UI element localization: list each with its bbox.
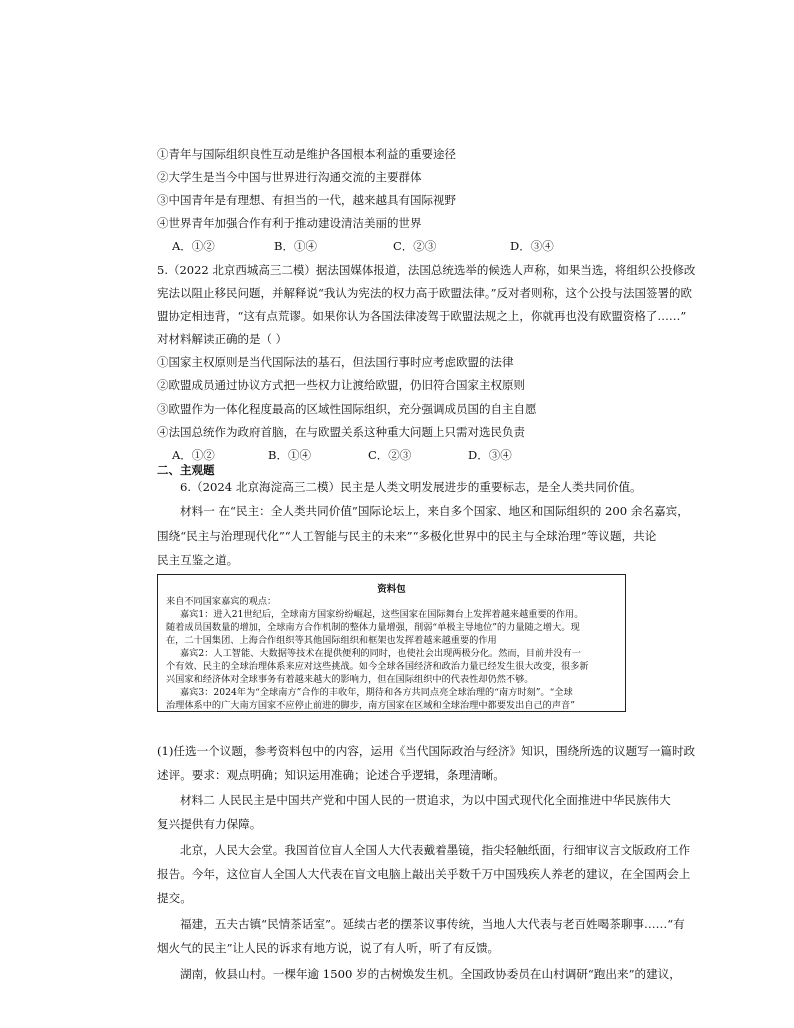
resource-box-line: 兴国家和经济体对全球事务有着越来越大的影响力，但在国际组织中的代表性却仍然不够。	[166, 674, 534, 685]
resource-box-line: 嘉宾3：2024年为“全球南方”合作的丰收年，期待和各方共同点亮全球治理的“南方时刻”。“全球	[180, 687, 573, 698]
q5-statement: ④法国总统作为政府首脑，在与欧盟关系这种重大问题上只需对选民负责	[157, 425, 525, 439]
q4-statement: ②大学生是当今中国与世界进行沟通交流的主要群体	[157, 170, 422, 184]
resource-box-line: 嘉宾2：人工智能、大数据等技术在提供便利的同时，也使社会出现两极分化。然而，目前并没有一	[180, 648, 581, 659]
resource-box-line: 来自不同国家嘉宾的观点：	[166, 596, 277, 607]
q5-stem: 宪法以阻止移民问题，并解释说“我认为宪法的权力高于欧盟法律。”反对者则称，这个公投与法国签署的欧	[157, 286, 693, 300]
q4-option-b: B．①④	[274, 239, 317, 253]
q5-statement: ③欧盟作为一体化程度最高的区域性国际组织，充分强调成员国的自主自愿	[157, 402, 537, 416]
section-title: 二、主观题	[157, 463, 215, 477]
paragraph-beijing: 北京，人民大会堂。我国首位盲人全国人大代表戴着墨镜，指尖轻触纸面，行细审议言文版政府工作	[180, 843, 691, 857]
sub-question-1: 述评。要求：观点明确；知识运用准确；论述合乎逻辑，条理清晰。	[157, 768, 505, 782]
q5-stem: 5.（2022 北京西城高三二模）据法国媒体报道，法国总统选举的候选人声称，如果当选，将组织公投修改	[157, 263, 696, 277]
paragraph-hunan: 湖南，攸县山村。一棵年逾 1500 岁的古树焕发生机。全国政协委员在山村调研“跑出来”的建议，	[180, 967, 681, 981]
q4-statement: ①青年与国际组织良性互动是维护各国根本利益的重要途径	[157, 147, 456, 161]
q4-option-a: A．①②	[172, 239, 215, 253]
q5-option-a: A．①②	[172, 448, 215, 462]
resource-box	[157, 574, 626, 712]
q5-statement: ②欧盟成员通过协议方式把一些权力让渡给欧盟，仍旧符合国家主权原则	[157, 378, 525, 392]
paragraph-beijing: 提交。	[157, 891, 192, 905]
q4-option-c: C．②③	[393, 239, 437, 253]
material2-line: 材料二 人民民主是中国共产党和中国人民的一贯追求，为以中国式现代化全面推进中华民族伟大	[180, 793, 671, 807]
paragraph-fujian: 烟火气的民主”让人民的诉求有地方说，说了有人听，听了有反馈。	[157, 941, 500, 955]
material1-line: 材料一 在“民主：全人类共同价值”国际论坛上，来自多个国家、地区和国际组织的 200 余名嘉宾，	[180, 504, 689, 518]
sub-question-1: (1)任选一个议题，参考资料包中的内容，运用《当代国际政治与经济》知识，围绕所选的议题写一篇时政	[157, 744, 696, 758]
resource-box-line: 嘉宾1：进入21世纪后，全球南方国家纷纷崛起，这些国家在国际舞台上发挥着越来越重要的作用。	[180, 609, 584, 620]
q5-option-d: D．③④	[468, 448, 512, 462]
q4-option-d: D．③④	[510, 239, 554, 253]
material1-line: 围绕“民主与治理现代化”“人工智能与民主的未来”“多极化世界中的民主与全球治理”等议题，共论	[157, 529, 657, 543]
q5-statement: ①国家主权原则是当代国际法的基石，但法国行事时应考虑欧盟的法律	[157, 355, 514, 369]
resource-box-line: 在，二十国集团、上海合作组织等其他国际组织和框架也发挥着越来越重要的作用	[166, 635, 497, 646]
q5-stem: 对材料解读正确的是（ ）	[157, 332, 288, 346]
resource-box-title: 资料包	[377, 584, 406, 595]
q5-option-c: C．②③	[368, 448, 412, 462]
q5-stem: 盟协定相违背，“这有点荒谬。如果你认为各国法律凌驾于欧盟法规之上，你就再也没有欧盟资格了……”	[157, 309, 687, 323]
resource-box-line: 治理体系中的广大南方国家不应停止前进的脚步，南方国家在区域和全球治理中都要发出自己的声音”	[166, 700, 575, 711]
material2-line: 复兴提供有力保障。	[157, 817, 262, 831]
resource-box-line: 个有效、民主的全球治理体系来应对这些挑战。如今全球各国经济和政治力量已经发生很大改变，很多新	[166, 661, 589, 672]
paragraph-fujian: 福建，五夫古镇“民情茶话室”。延续古老的摆茶议事传统，当地人大代表与老百姓喝茶聊事……“有	[180, 917, 685, 931]
q6-stem: 6.（2024 北京海淀高三二模）民主是人类文明发展进步的重要标志，是全人类共同价值。	[180, 480, 642, 494]
material1-line: 民主互鉴之道。	[157, 553, 239, 567]
q4-statement: ④世界青年加强合作有利于推动建设清洁美丽的世界	[157, 216, 422, 230]
resource-box-line: 随着成员国数量的增加，全球南方合作机制的整体力量增强，削弱“单极主导地位”的力量随之增大。现	[166, 622, 580, 633]
q4-statement: ③中国青年是有理想、有担当的一代，越来越具有国际视野	[157, 193, 456, 207]
q5-option-b: B．①④	[268, 448, 311, 462]
paragraph-beijing: 报告。今年，这位盲人全国人大代表在盲文电脑上敲出关乎数千万中国残疾人养老的建议，在全国两会上	[157, 867, 691, 881]
